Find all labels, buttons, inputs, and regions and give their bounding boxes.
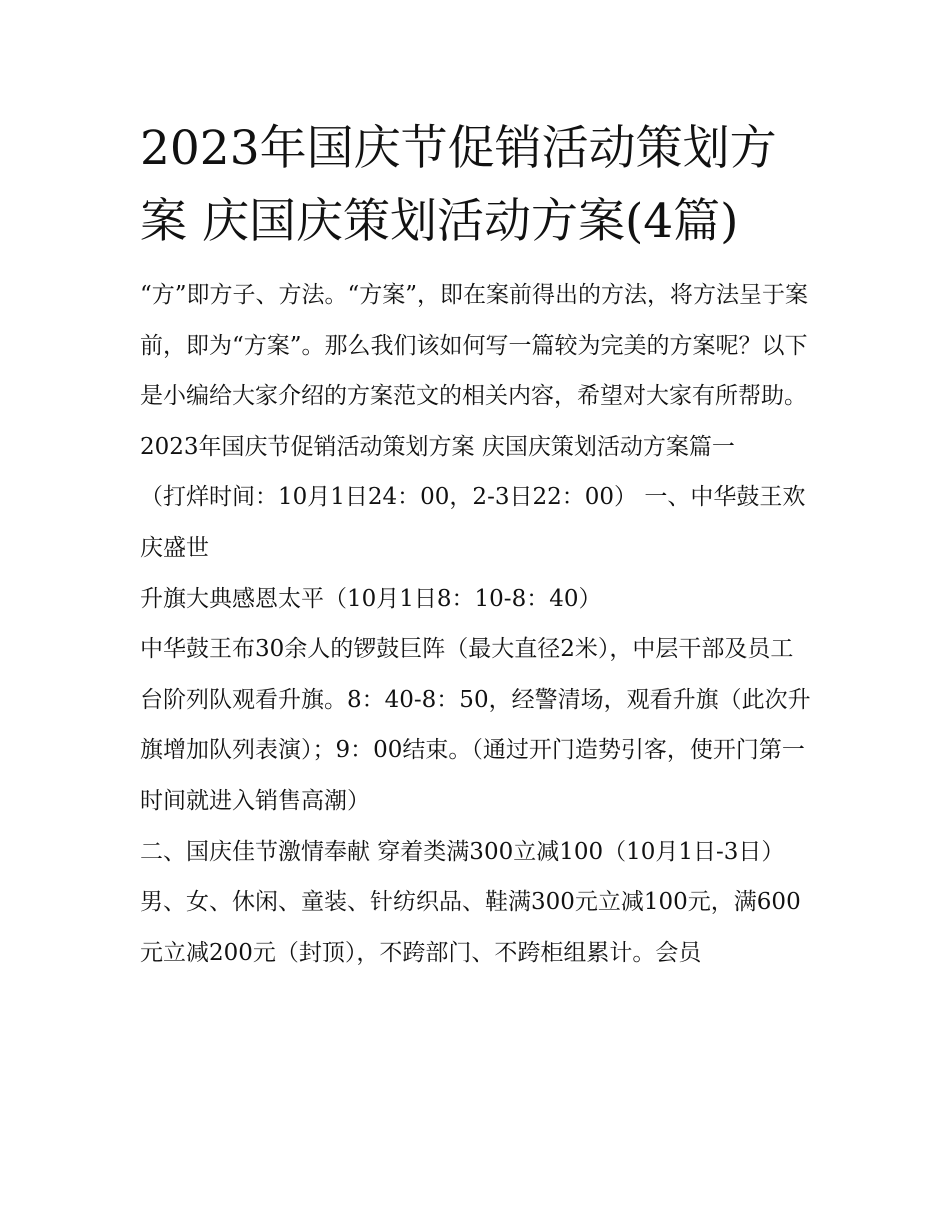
document-title: 2023年国庆节促销活动策划方案 庆国庆策划活动方案(4篇): [140, 121, 777, 249]
section-heading: 2023年国庆节促销活动策划方案 庆国庆策划活动方案篇一: [140, 433, 735, 460]
paragraph-flag-ceremony: 升旗大典感恩太平（10月1日8：10-8：40）: [140, 585, 602, 612]
paragraph-discount-heading: 二、国庆佳节激情奉献 穿着类满300立减100（10月1日-3日）: [140, 838, 785, 865]
paragraph-discount-details: 男、女、休闲、童装、针纺织品、鞋满300元立减100元，满600元立减200元（封顶），不跨部门、不跨柜组累计。会员: [140, 889, 801, 966]
paragraph-hours: （打烊时间：10月1日24：00，2-3日22：00） 一、中华鼓王欢庆盛世: [140, 484, 806, 561]
paragraph-drum-array: 中华鼓王布30余人的锣鼓巨阵（最大直径2米），中层干部及员工台阶列队观看升旗。8：40-8：50，经警清场，观看升旗（此次升旗增加队列表演）；9：00结束。（通过开门造势引客，使开门第一时间就进入销售高潮）: [140, 636, 811, 814]
document-body: [140, 112, 815, 978]
intro-paragraph: “方”即方子、方法。“方案”，即在案前得出的方法，将方法呈于案前，即为“方案”。那么我们该如何写一篇较为完美的方案呢？以下是小编给大家介绍的方案范文的相关内容，希望对大家有所帮助。: [140, 282, 809, 410]
